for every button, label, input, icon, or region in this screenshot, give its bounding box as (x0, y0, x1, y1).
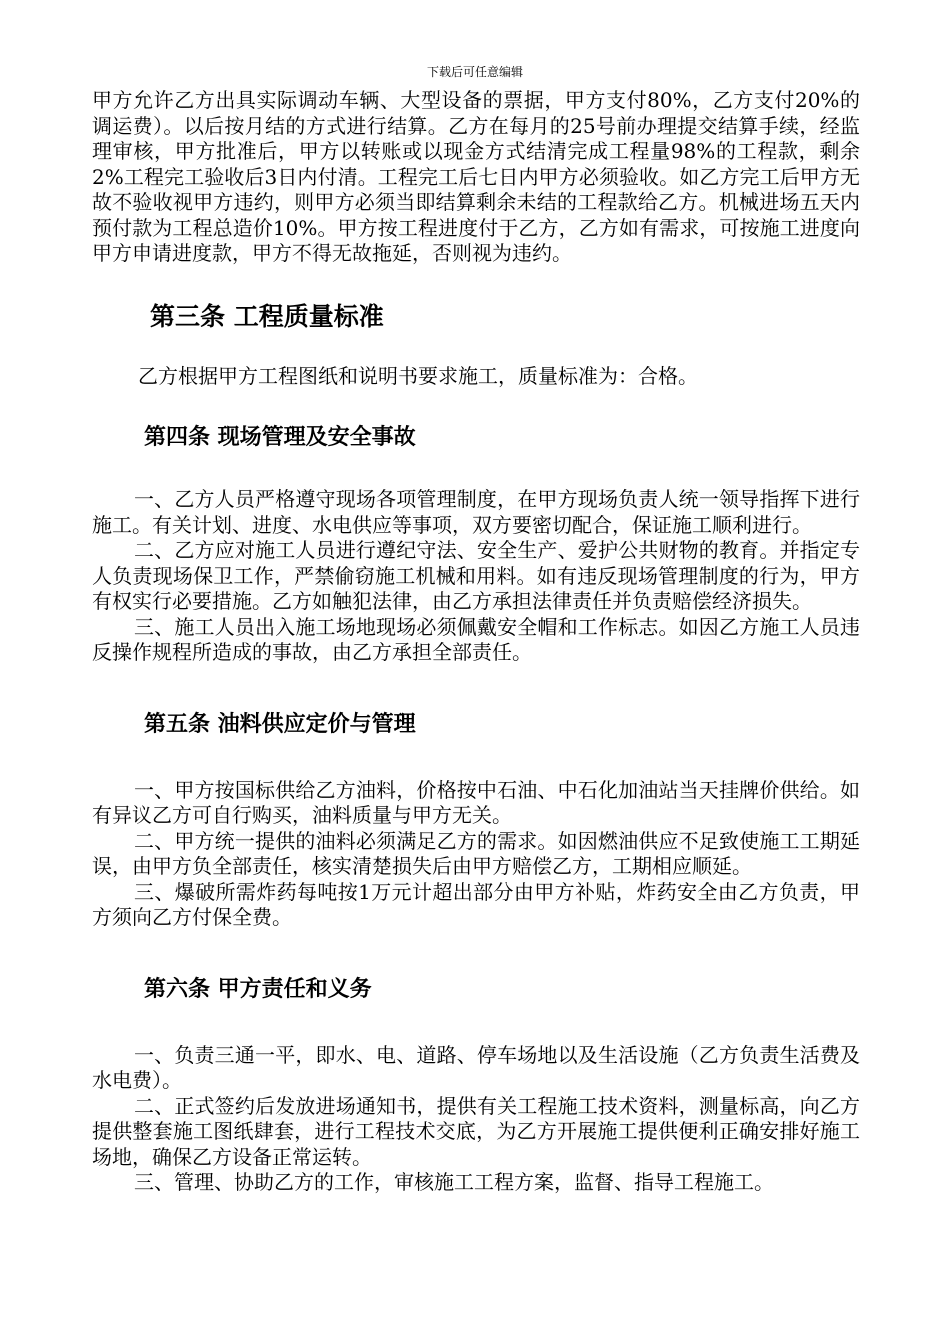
section-heading-4: 第四条 现场管理及安全事故 (144, 425, 416, 450)
section-4-paragraph-1: 一、乙方人员严格遵守现场各项管理制度，在甲方现场负责人统一领导指挥下进行施工。有关计划、进度、水电供应等事项，双方要密切配合，保证施工顺利进行。 (92, 487, 860, 537)
document-body (92, 88, 860, 1196)
section-4-paragraph-3: 三、施工人员出入施工场地现场必须佩戴安全帽和工作标志。如因乙方施工人员违反操作规程所造成的事故，由乙方承担全部责任。 (92, 614, 860, 664)
section-heading-6: 第六条 甲方责任和义务 (144, 976, 372, 1002)
section-6-paragraph-1: 一、负责三通一平，即水、电、道路、停车场地以及生活设施（乙方负责生活费及水电费）。 (92, 1042, 860, 1092)
section-5-paragraph-2: 二、甲方统一提供的油料必须满足乙方的需求。如因燃油供应不足致使施工工期延误，由甲方负全部责任，核实清楚损失后由甲方赔偿乙方，工期相应顺延。 (92, 828, 860, 878)
section-6-paragraph-2: 二、正式签约后发放进场通知书，提供有关工程施工技术资料，测量标高，向乙方提供整套施工图纸肆套，进行工程技术交底，为乙方开展施工提供便利正确安排好施工场地，确保乙方设备正常运转。 (92, 1093, 860, 1169)
section-heading-5: 第五条 油料供应定价与管理 (144, 711, 416, 737)
section-4-paragraph-2: 二、乙方应对施工人员进行遵纪守法、安全生产、爱护公共财物的教育。并指定专人负责现场保卫工作，严禁偷窃施工机械和用料。如有违反现场管理制度的行为，甲方有权实行必要措施。乙方如触犯法律，由乙方承担法律责任并负责赔偿经济损失。 (92, 538, 860, 613)
section-5-paragraph-1: 一、甲方按国标供给乙方油料，价格按中石油、中石化加油站当天挂牌价供给。如有异议乙方可自行购买，油料质量与甲方无关。 (92, 777, 860, 827)
section-3-paragraph: 乙方根据甲方工程图纸和说明书要求施工，质量标准为：合格。 (138, 363, 698, 388)
section-6-paragraph-3: 三、管理、协助乙方的工作，审核施工工程方案，监督、指导工程施工。 (134, 1170, 774, 1194)
intro-paragraph: 甲方允许乙方出具实际调动车辆、大型设备的票据，甲方支付80%，乙方支付20%的调运费）。以后按月结的方式进行结算。乙方在每月的25号前办理提交结算手续，经监理审核，甲方批准后，甲方以转账或以现金方式结清完成工程量98%的工程款，剩余2%工程完工验收后3日内付清。工程完工后七日内甲方必须验收。如乙方完工后甲方无故不验收视甲方违约，则甲方必须当即结算剩余未结的工程款给乙方。机械进场五天内预付款为工程总造价10%。甲方按工程进度付于乙方，乙方如有需求，可按施工进度向甲方申请进度款，甲方不得无故拖延，否则视为违约。 (92, 88, 860, 265)
section-5-paragraph-3: 三、爆破所需炸药每吨按1万元计超出部分由甲方补贴，炸药安全由乙方负责，甲方须向乙方付保全费。 (92, 879, 860, 929)
section-heading-3: 第三条 工程质量标准 (150, 301, 384, 331)
page-header-note: 下载后可任意编辑 (426, 65, 523, 79)
